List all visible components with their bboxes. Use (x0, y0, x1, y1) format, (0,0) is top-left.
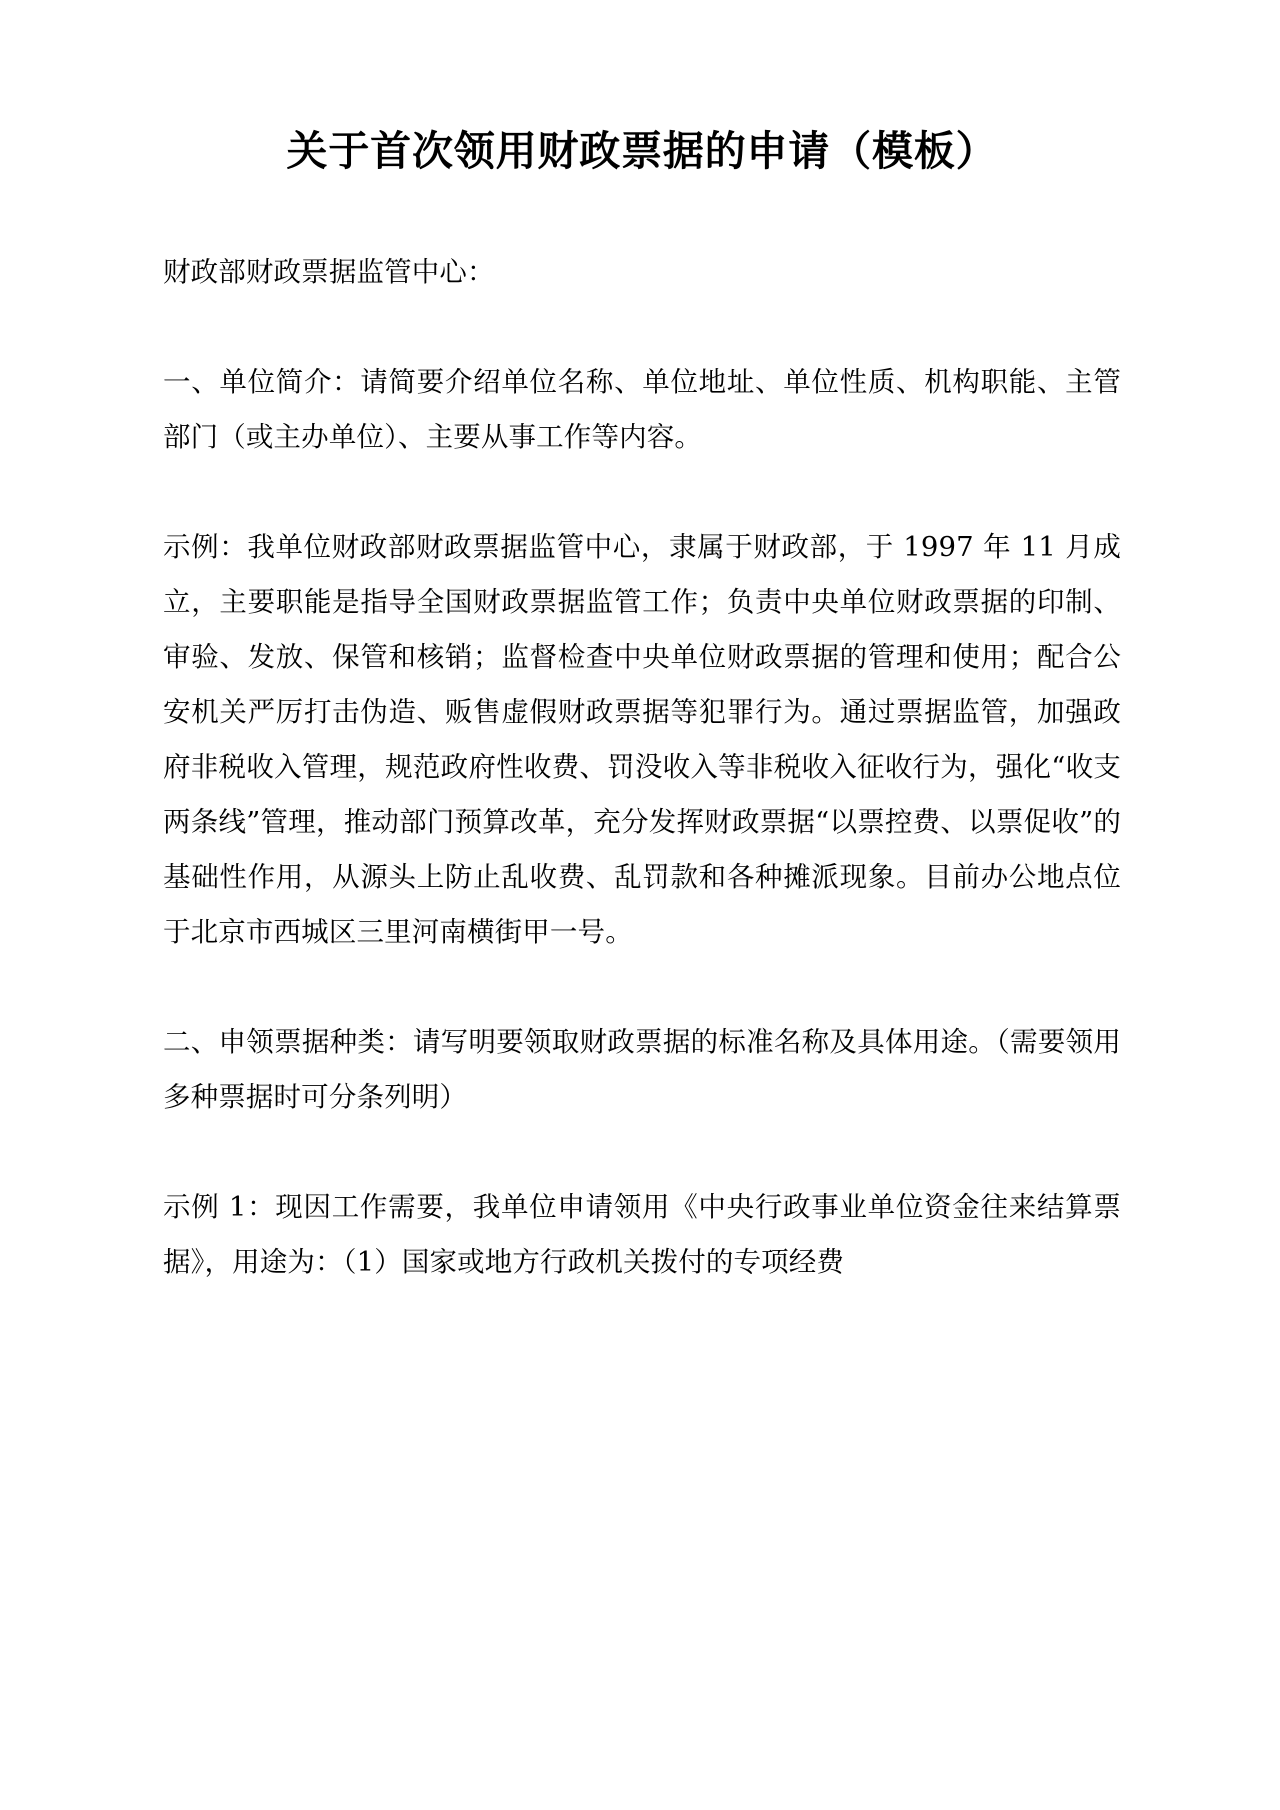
spacer-before-section-two (163, 960, 1121, 1015)
section-two-example: 示例 1：现因工作需要，我单位申请领用《中央行政事业单位资金往来结算票据》，用途为：（1）国家或地方行政机关拨付的专项经费 (163, 1191, 1121, 1279)
page-title: 关于首次领用财政票据的申请（模板） (286, 127, 998, 175)
section-one-example: 示例：我单位财政部财政票据监管中心，隶属于财政部，于 1997 年 11 月成立，主要职能是指导全国财政票据监管工作；负责中央单位财政票据的印制、审验、发放、保管和核销；监督检查中央单位财政票据的管理和使用；配合公安机关严厉打击伪造、贩售虚假财政票据等犯罪行为。通过票据监管，加强政府非税收入管理，规范政府性收费、罚没收入等非税收入征收行为，强化“收支两条线”管理，推动部门预算改革，充分发挥财政票据“以票控费、以票促收”的基础性作用，从源头上防止乱收费、乱罚款和各种摊派现象。目前办公地点位于北京市西城区三里河南横街甲一号。 (163, 531, 1121, 949)
spacer-section-two (163, 1125, 1121, 1180)
spacer-after-salutation (163, 300, 1121, 355)
section-one-heading: 一、单位简介：请简要介绍单位名称、单位地址、单位性质、机构职能、主管部门（或主办单位）、主要从事工作等内容。 (163, 366, 1121, 454)
spacer-section-one (163, 465, 1121, 520)
section-two-heading: 二、申领票据种类：请写明要领取财政票据的标准名称及具体用途。（需要领用多种票据时可分条列明） (163, 1026, 1121, 1114)
spacer-after-title (163, 177, 1121, 245)
document-body (163, 0, 1121, 1290)
salutation: 财政部财政票据监管中心： (163, 256, 495, 289)
